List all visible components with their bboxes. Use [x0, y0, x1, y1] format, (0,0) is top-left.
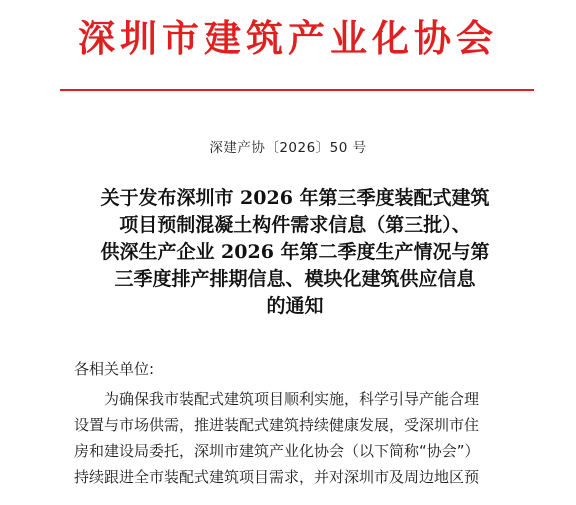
document-number: 深建产协〔2026〕50 号	[209, 140, 367, 156]
body-line: 持续跟进全市装配式建筑项目需求，并对深圳市及周边地区预	[74, 468, 480, 486]
red-divider-line	[60, 89, 534, 91]
title-line: 的通知	[266, 295, 324, 317]
title-line: 三季度排产排期信息、模块化建筑供应信息	[114, 268, 476, 290]
body-line: 设置与市场供需，推进装配式建筑持续健康发展，受深圳市住	[74, 416, 480, 434]
document-title	[60, 185, 530, 320]
title-line: 项目预制混凝土构件需求信息（第三批）、	[119, 214, 471, 236]
document-body	[74, 356, 538, 490]
organization-masthead: 深圳市建筑产业化协会	[78, 16, 498, 60]
title-line: 关于发布深圳市 2026 年第三季度装配式建筑	[100, 187, 490, 209]
body-line: 为确保我市装配式建筑项目顺利实施，科学引导产能合理	[104, 390, 480, 408]
body-line: 房和建设局委托，深圳市建筑产业化协会（以下简称“协会”）	[74, 442, 480, 460]
title-line: 供深生产企业 2026 年第二季度生产情况与第	[100, 241, 490, 263]
salutation: 各相关单位:	[74, 360, 155, 378]
